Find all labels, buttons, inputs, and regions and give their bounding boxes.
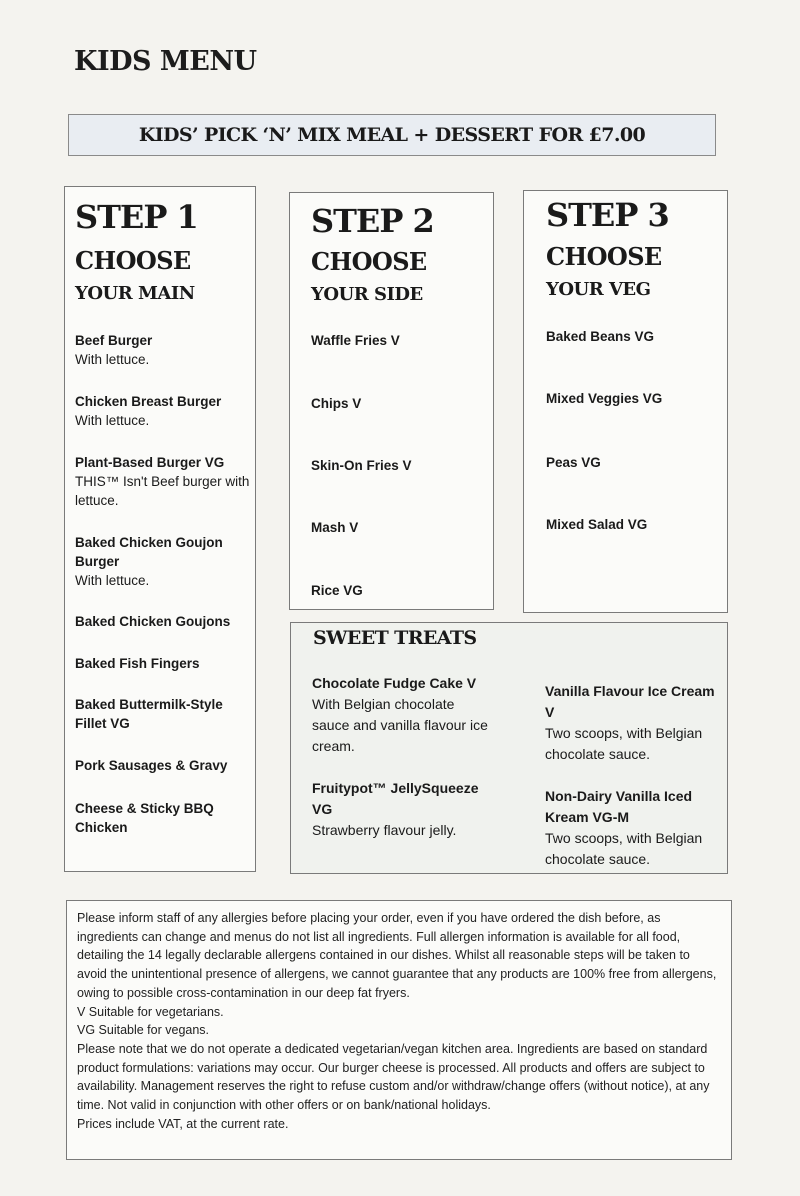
menu-item [311, 331, 491, 350]
item-name: Peas VG [546, 455, 601, 470]
item-name: Skin-On Fries V [311, 458, 412, 473]
menu-item [75, 331, 255, 369]
treat-item [312, 778, 492, 841]
menu-item [75, 392, 255, 430]
item-desc: Two scoops, with Belgian chocolate sauce. [545, 830, 703, 867]
item-name: Chocolate Fudge Cake V [312, 675, 477, 691]
menu-item [546, 389, 726, 408]
item-desc: Strawberry flavour jelly. [312, 822, 457, 838]
step1-title: STEP 1 [75, 198, 198, 236]
item-name: Rice VG [311, 583, 363, 598]
item-name: Baked Chicken Goujon Burger [75, 535, 223, 569]
allergen-notice [66, 900, 732, 1160]
item-name: Mixed Veggies VG [546, 391, 663, 406]
step1-panel [64, 186, 256, 872]
meal-deal-banner: KIDS’ PICK ‘N’ MIX MEAL + DESSERT FOR £7.00 [68, 114, 716, 156]
step2-subtitle: YOUR SIDE [311, 284, 423, 305]
menu-item [546, 327, 726, 346]
item-desc: With lettuce. [75, 413, 150, 428]
sweet-treats-title: SWEET TREATS [313, 627, 477, 649]
item-name: Chips V [311, 396, 362, 411]
item-desc: With Belgian chocolate sauce and vanilla flavour ice cream. [312, 696, 488, 754]
vegan-key: VG Suitable for vegans. [77, 1023, 210, 1038]
menu-item [75, 756, 255, 775]
item-desc: Two scoops, with Belgian chocolate sauce. [545, 725, 703, 762]
item-name: Plant-Based Burger VG [75, 455, 225, 470]
menu-item [546, 515, 726, 534]
treat-item [545, 786, 723, 870]
menu-title: KIDS MENU [74, 46, 257, 77]
step3-panel [523, 190, 728, 613]
item-name: Beef Burger [75, 333, 153, 348]
item-name: Non-Dairy Vanilla Iced Kream VG-M [545, 788, 693, 825]
item-desc: THIS™ Isn't Beef burger with lettuce. [75, 474, 250, 508]
item-desc: With lettuce. [75, 573, 150, 588]
vat-note: Prices include VAT, at the current rate. [77, 1116, 289, 1131]
menu-item [311, 581, 491, 600]
treat-item [545, 681, 723, 765]
step1-choose: CHOOSE [75, 246, 191, 275]
step3-subtitle: YOUR VEG [546, 279, 651, 300]
menu-item [75, 695, 240, 733]
menu-item [311, 394, 491, 413]
item-name: Mash V [311, 520, 359, 535]
step2-panel [289, 192, 494, 610]
item-name: Pork Sausages & Gravy [75, 758, 228, 773]
item-name: Cheese & Sticky BBQ Chicken [75, 801, 214, 835]
treat-item [312, 673, 490, 757]
sweet-treats-panel [290, 622, 728, 874]
item-name: Chicken Breast Burger [75, 394, 222, 409]
item-name: Fruitypot™ JellySqueeze VG [312, 780, 479, 817]
vegetarian-key: V Suitable for vegetarians. [77, 1004, 224, 1019]
step3-choose: CHOOSE [546, 242, 662, 271]
menu-item [311, 456, 491, 475]
item-name: Baked Buttermilk-Style Fillet VG [75, 697, 223, 731]
kitchen-disclaimer: Please note that we do not operate a dedicated vegetarian/vegan kitchen area. Ingredients are based on standard product formulations: variations may occur. Our burger cheese is processed. All products and offers are subject to availability. Management reserves the right to refuse custom and/or withdraw/change offers (without notice), at any time. Not valid in conjunction with other offers or on bank/national holidays. [77, 1041, 710, 1113]
menu-item [311, 518, 491, 537]
item-name: Waffle Fries V [311, 333, 400, 348]
item-name: Baked Chicken Goujons [75, 614, 231, 629]
menu-item [75, 654, 255, 673]
allergen-info: Please inform staff of any allergies before placing your order, even if you have ordered the dish before, as ingredients can change and menus do not list all ingredients. Full allergen information is available for all food, detailing the 14 legally declarable allergens contained in our dishes. Whilst all reasonable steps will be taken to avoid the unintentional presence of allergens, we cannot guarantee that any products are 100% free from allergens, owing to possible cross-contamination in our deep fat fryers. [77, 911, 717, 1000]
step3-title: STEP 3 [546, 196, 669, 234]
step1-subtitle: YOUR MAIN [75, 283, 195, 304]
menu-item [75, 533, 240, 590]
item-name: Mixed Salad VG [546, 517, 648, 532]
step2-title: STEP 2 [311, 202, 434, 240]
step2-choose: CHOOSE [311, 247, 427, 276]
item-name: Vanilla Flavour Ice Cream V [545, 683, 715, 720]
menu-item [75, 612, 255, 631]
menu-item [75, 453, 255, 510]
menu-item [75, 799, 225, 837]
menu-item [546, 453, 726, 472]
item-name: Baked Beans VG [546, 329, 655, 344]
item-desc: With lettuce. [75, 352, 150, 367]
item-name: Baked Fish Fingers [75, 656, 200, 671]
